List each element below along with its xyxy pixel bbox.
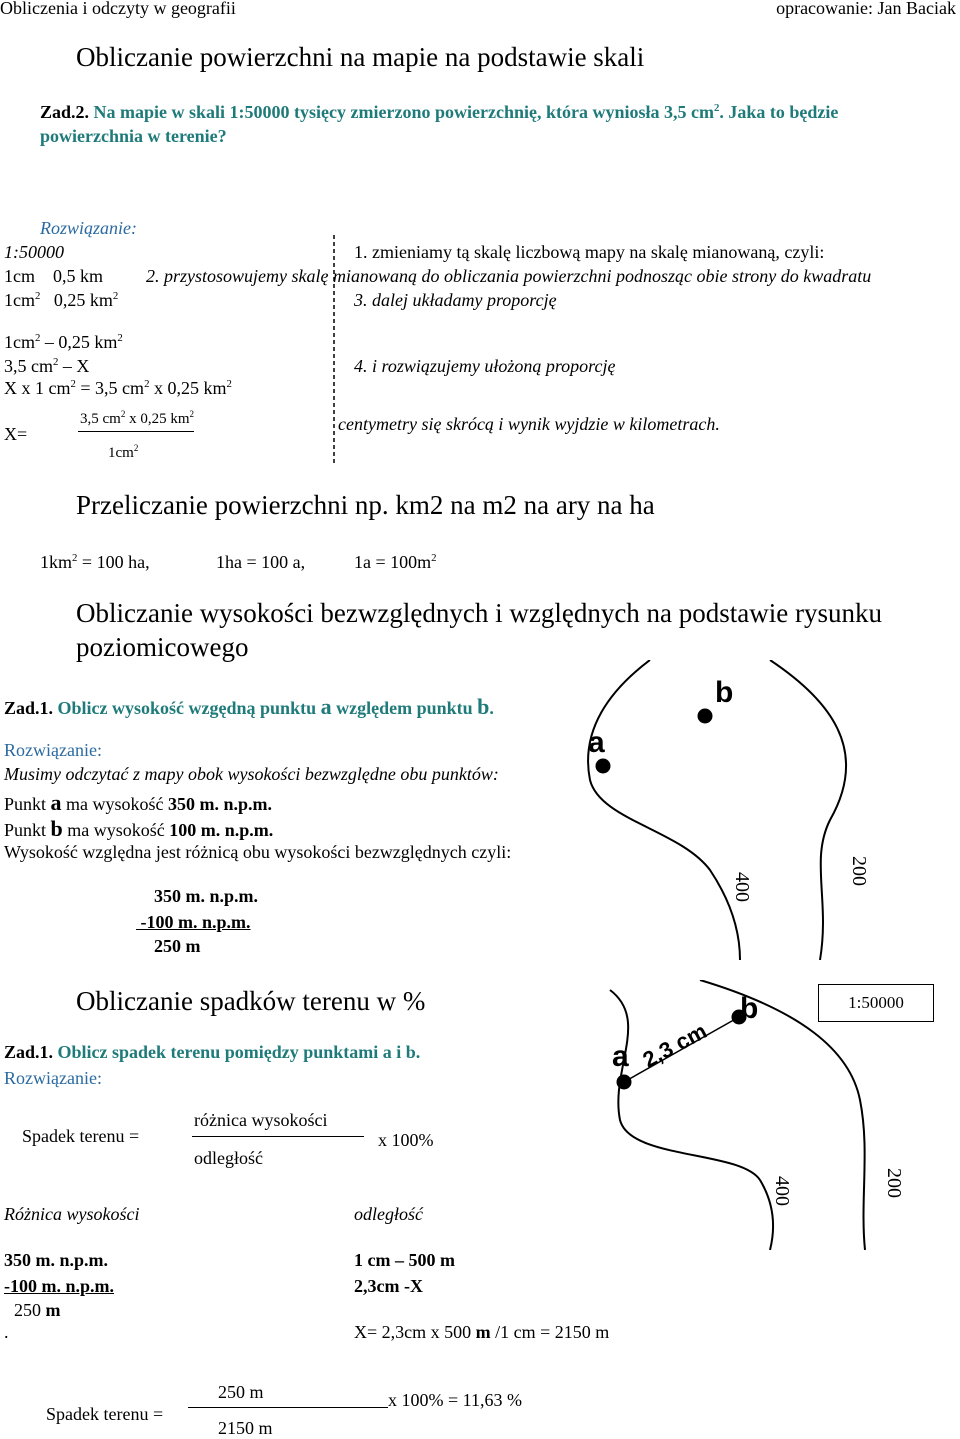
section-title-conversion: Przeliczanie powierzchni np. km2 na m2 na ary na ha — [76, 490, 655, 520]
section-title-heights-2: poziomicowego — [76, 632, 249, 662]
task-heights: Zad.1. Oblicz wysokość wzgędną punktu a względem punktu b. — [4, 694, 494, 719]
formula-lhs: Spadek terenu = — [22, 1126, 140, 1146]
contour-label-400-2: 400 — [771, 1176, 793, 1206]
formula-numerator: różnica wysokości — [194, 1110, 328, 1130]
final-bar — [188, 1407, 388, 1408]
fraction-denominator: $1cm^2$ — [108, 443, 139, 461]
contour-label-200-2: 200 — [883, 1168, 905, 1198]
proportion-line-3: X x 1 $cm^2 = 3,5$ $cm^2$ x 0,25 $km^2$ — [4, 378, 232, 398]
contour-label-200: 200 — [848, 856, 870, 886]
formula-multiplier: x 100% — [378, 1130, 434, 1150]
calc-line-1: 350 m. n.p.m. — [154, 886, 259, 906]
label-a-2: a — [612, 1040, 629, 1073]
diff-line-4: . — [4, 1322, 9, 1342]
dist-line-4: X= 2,3cm x 500 m /1 cm = 2150 m — [354, 1322, 610, 1342]
contour-line-200 — [770, 660, 846, 960]
calc-line-3: 250 m — [154, 936, 201, 956]
diff-line-2: -100 m. n.p.m. — [4, 1276, 115, 1296]
col-head-distance: odległość — [354, 1204, 423, 1224]
point-a-marker-2 — [617, 1075, 632, 1090]
point-b-marker — [698, 709, 713, 724]
proportion-line-1: $1cm^2 - 0,25$ $km^2$ — [4, 332, 123, 352]
fraction-bar — [78, 431, 194, 432]
step-4: 4. i rozwiązujemy ułożoną proporcję — [354, 356, 616, 376]
solution-label: Rozwiązanie: — [40, 218, 137, 238]
step-5: centymetry się skrócą i wynik wyjdzie w kilometrach. — [338, 414, 720, 434]
x-equals: X= — [4, 424, 28, 444]
formula-denominator: odległość — [194, 1148, 263, 1168]
distance-label: 2,3 cm — [638, 1018, 711, 1073]
task-line — [40, 102, 838, 123]
solution-label-slope: Rozwiązanie: — [4, 1068, 102, 1088]
heights-line-2: Punkt a ma wysokość 350 m. n.p.m. — [4, 790, 273, 815]
formula-bar — [192, 1136, 364, 1137]
contour-label-400: 400 — [731, 872, 753, 902]
section-title-area: Obliczanie powierzchni na mapie na podstawie skali — [76, 42, 645, 72]
header-left: Obliczenia i odczyty w geografii — [0, 0, 236, 18]
final-denominator: 2150 m — [218, 1418, 273, 1438]
task-label: Zad.2. — [40, 102, 90, 122]
dist-line-1: 1 cm – 500 m — [354, 1250, 455, 1270]
solution-label-heights: Rozwiązanie: — [4, 740, 102, 760]
heights-line-1: Musimy odczytać z mapy obok wysokości bezwzględne obu punktów: — [4, 764, 499, 784]
header-right: opracowanie: Jan Baciak — [776, 0, 956, 18]
final-lhs: Spadek terenu = — [46, 1404, 164, 1424]
task-slope: Zad.1. Oblicz spadek terenu pomiędzy punktami a i b. — [4, 1042, 421, 1062]
step-3: 3. dalej układamy proporcję — [354, 290, 557, 310]
col-head-difference: Różnica wysokości — [4, 1204, 140, 1224]
proportion-line-2: 3,5 $cm^2$ – X — [4, 356, 90, 376]
step-2: 2. przystosowujemy skalę mianowaną do obliczania powierzchni podnosząc obie strony do kwadratu — [146, 266, 872, 286]
task-line-2: powierzchnia w terenie? — [40, 126, 227, 146]
diff-line-1: 350 m. n.p.m. — [4, 1250, 109, 1270]
dist-line-2: 2,3cm -X — [354, 1276, 423, 1296]
fraction-numerator: 3,5 $cm^2$ x 0,25 $km^2$ — [80, 409, 194, 427]
step-1: 1. zmieniamy tą skalę liczbową mapy na skalę mianowaną, czyli: — [354, 242, 825, 262]
contour-map-1 — [570, 660, 960, 960]
conversion-ha: 1ha = 100 a, — [216, 552, 306, 572]
point-a-marker — [596, 759, 611, 774]
label-b: b — [715, 676, 734, 709]
scale-box: 1:50000 — [818, 984, 934, 1022]
heights-line-3: Punkt b ma wysokość 100 m. n.p.m. — [4, 816, 274, 841]
scale-value: 1:50000 — [4, 242, 64, 262]
scale-named: 1cm 0,5 km — [4, 266, 103, 286]
final-numerator: 250 m — [218, 1382, 264, 1402]
section-title-heights: Obliczanie wysokości bezwzględnych i względnych na podstawie rysunku — [76, 598, 883, 628]
heights-line-4: Wysokość względna jest różnicą obu wysokości bezwzględnych czyli: — [4, 842, 512, 862]
label-b-2: b — [740, 992, 759, 1025]
calc-line-2: -100 m. n.p.m. — [136, 912, 251, 932]
conversion-a: $1a = 100m^2$ — [354, 552, 437, 572]
task-text: Na mapie w skali 1:50000 tysięcy zmierzono powierzchnię, która wyniosła 3,5 $cm^2$. Jaka to będzie — [93, 102, 839, 122]
section-title-slope: Obliczanie spadków terenu w % — [76, 986, 426, 1016]
diff-line-3: 250 m — [14, 1300, 61, 1320]
label-a: a — [588, 726, 605, 759]
scale-squared: $1cm^2$ 0,25 $km^2$ — [4, 290, 119, 310]
final-result: x 100% = 11,63 % — [388, 1390, 522, 1410]
conversion-km: $1km^2 = 100$ ha, — [40, 552, 150, 572]
